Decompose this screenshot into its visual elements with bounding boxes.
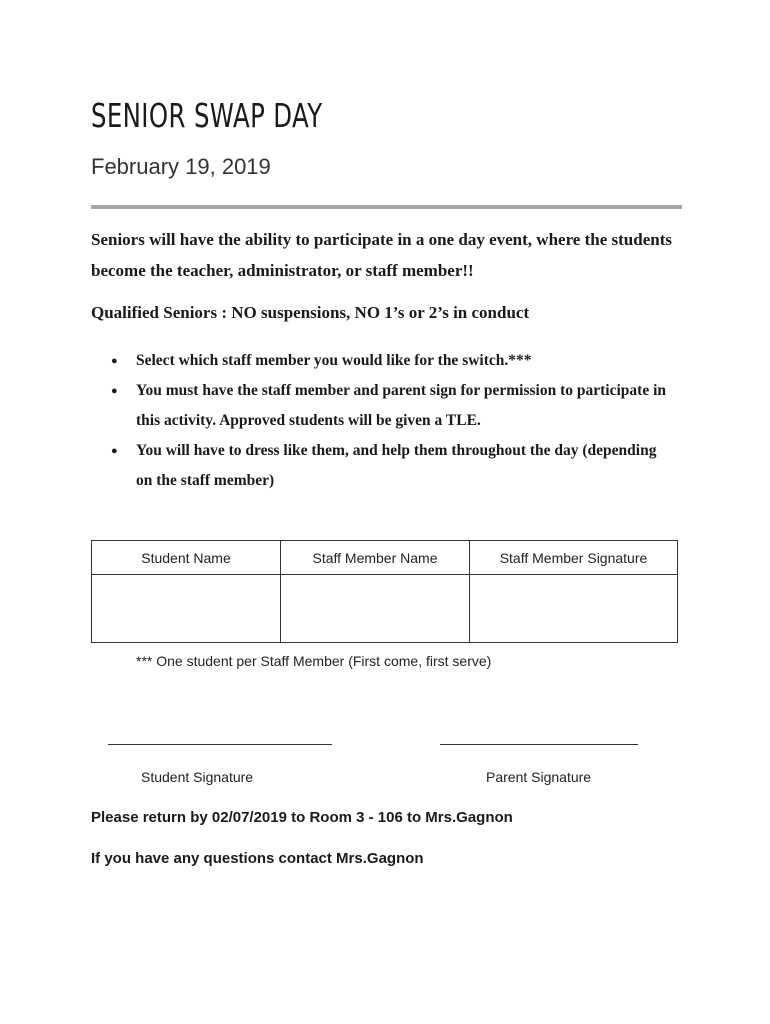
page-title: SENIOR SWAP DAY [91,96,323,135]
student-signature-line[interactable] [108,744,332,745]
list-item: ● Select which staff member you would like for the switch.*** [91,346,671,376]
staff-member-name-cell[interactable] [281,575,470,643]
list-item: ● You must have the staff member and parent sign for permission to participate in this activity. Approved students will be given a TLE. [91,376,671,436]
contact-instructions: If you have any questions contact Mrs.Gagnon [91,850,424,867]
event-date: February 19, 2019 [91,154,271,179]
parent-signature-line[interactable] [440,744,638,745]
signup-table [91,540,678,643]
footnote: *** One student per Staff Member (First come, first serve) [136,653,492,669]
qualification-text: Qualified Seniors : NO suspensions, NO 1’s or 2’s in conduct [91,303,530,322]
header-divider [91,205,682,209]
staff-member-signature-cell[interactable] [470,575,678,643]
column-header-staff-member-name: Staff Member Name [281,541,470,575]
column-header-staff-member-signature: Staff Member Signature [470,541,678,575]
column-header-student-name: Student Name [92,541,281,575]
list-item: ● You will have to dress like them, and help them throughout the day (depending on the staff member) [91,436,671,496]
table-row [92,575,678,643]
intro-paragraph: Seniors will have the ability to participate in a one day event, where the students become the teacher, administrator, or staff member!! [91,230,672,280]
student-signature-label: Student Signature [141,769,254,785]
student-name-cell[interactable] [92,575,281,643]
return-instructions: Please return by 02/07/2019 to Room 3 - 106 to Mrs.Gagnon [91,809,513,826]
rules-list [91,346,671,496]
table-header-row [92,541,678,575]
parent-signature-label: Parent Signature [486,769,592,785]
